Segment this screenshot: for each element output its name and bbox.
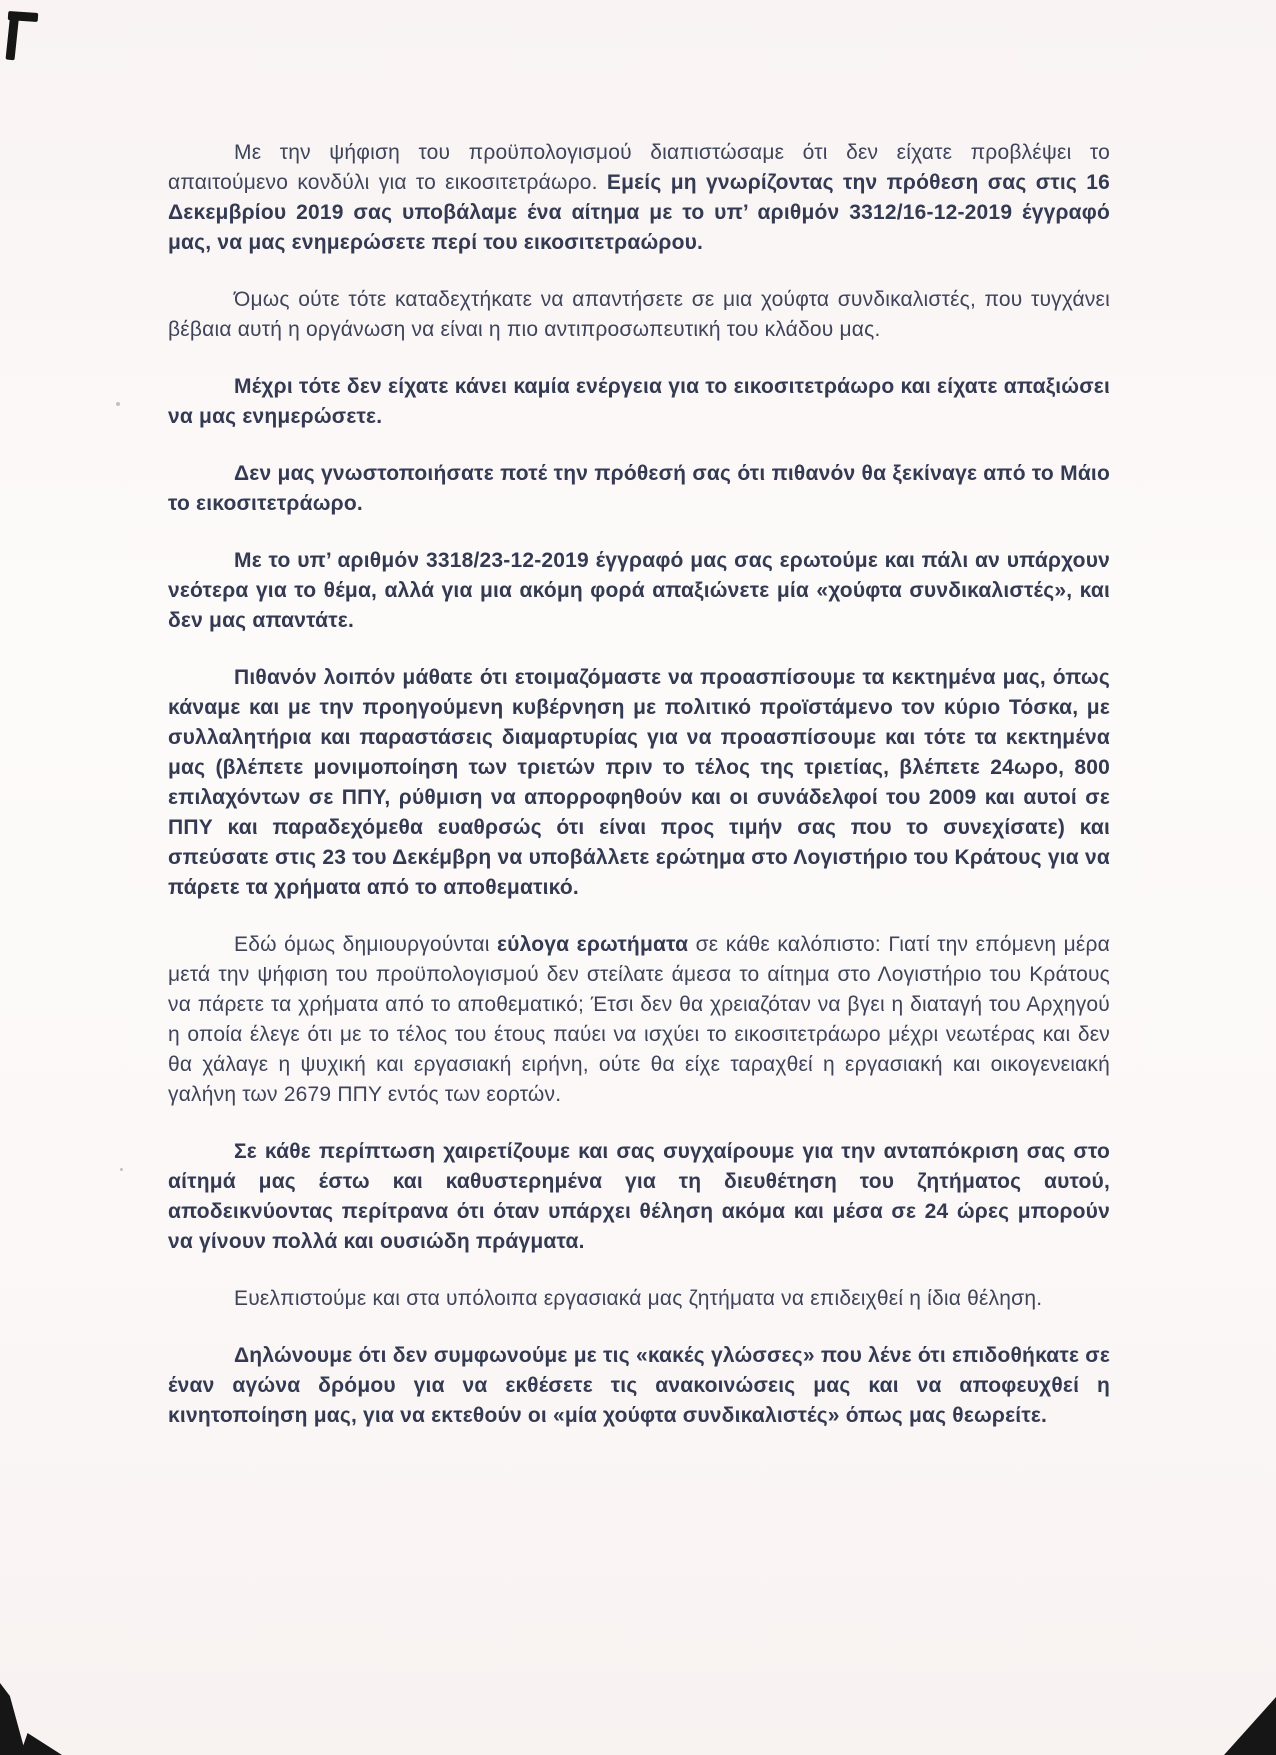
scan-speck bbox=[116, 402, 120, 406]
paragraph bbox=[168, 372, 1110, 432]
text-run: Δηλώνουμε ότι δεν συμφωνούμε με τις «κακές γλώσσες» που λένε ότι επιδοθήκατε σε έναν αγώνα δρόμου για να εκθέσετε τις ανακοινώσεις μας και να αποφευχθεί η κινητοποίηση μας, για να εκτεθούν οι «μία χούφτα συνδικαλιστές» όπως μας θεωρείτε. bbox=[168, 1344, 1110, 1427]
text-run: Σε κάθε περίπτωση χαιρετίζουμε και σας συγχαίρουμε για την ανταπόκριση σας στο αίτημά μας έστω και καθυστερημένα για τη διευθέτηση του ζητήματος αυτού, αποδεικνύοντας περίτρανα ότι όταν υπάρχει θέληση ακόμα και μέσα σε 24 ώρες μπορούν να γίνουν πολλά και ουσιώδη πράγματα. bbox=[168, 1140, 1110, 1253]
scan-artifact-bottom-left bbox=[20, 1733, 62, 1755]
paragraph bbox=[168, 285, 1110, 345]
text-run: Όμως ούτε τότε καταδεχτήκατε να απαντήσετε σε μια χούφτα συνδικαλιστές, που τυγχάνει βέβαια αυτή η οργάνωση να είναι η πιο αντιπροσωπευτική του κλάδου μας. bbox=[168, 288, 1110, 341]
paragraph bbox=[168, 1284, 1110, 1314]
text-run: εύλογα ερωτήματα bbox=[497, 933, 689, 956]
scan-speck bbox=[120, 1168, 123, 1171]
text-run: Δεν μας γνωστοποιήσατε ποτέ την πρόθεσή σας ότι πιθανόν θα ξεκίναγε από το Μάιο το εικοσιτετράωρο. bbox=[168, 462, 1110, 515]
paragraph bbox=[168, 1137, 1110, 1257]
text-run: Πιθανόν λοιπόν μάθατε ότι ετοιμαζόμαστε να προασπίσουμε τα κεκτημένα μας, όπως κάναμε και με την προηγούμενη κυβέρνηση με πολιτικό προϊστάμενο τον κύριο Τόσκα, με συλλαλητήρια και παραστάσεις διαμαρτυρίας για να προασπίσουμε και τότε τα κεκτημένα μας (βλέπετε μονιμοποίηση των τριετών πριν το τέλος της τριετίας, βλέπετε 24ωρο, 800 επιλαχόντων σε ΠΠΥ, ρύθμιση να απορροφηθούν και οι συνάδελφοί του 2009 και αυτοί σε ΠΠΥ και παραδεχόμεθα ευαθρσώς ότι είναι προς τιμήν σας που το συνεχίσατε) και σπεύσατε στις 23 του Δεκέμβρη να υποβάλλετε ερώτημα στο Λογιστήριο του Κράτους για να πάρετε τα χρήματα από το αποθεματικό. bbox=[168, 666, 1110, 899]
text-run: Εδώ όμως δημιουργούνται bbox=[234, 933, 498, 956]
paragraph bbox=[168, 663, 1110, 903]
text-run: Ευελπιστούμε και στα υπόλοιπα εργασιακά μας ζητήματα να επιδειχθεί η ίδια θέληση. bbox=[234, 1287, 1043, 1310]
text-run: Με το υπ’ αριθμόν 3318/23-12-2019 έγγραφό μας σας ερωτούμε και πάλι αν υπάρχουν νεότερα για το θέμα, αλλά για μια ακόμη φορά απαξιώνετε μία «χούφτα συνδικαλιστές», και δεν μας απαντάτε. bbox=[168, 549, 1110, 632]
text-run: σε κάθε καλόπιστο: Γιατί την επόμενη μέρα μετά την ψήφιση του προϋπολογισμού δεν στείλατε άμεσα το αίτημα στο Λογιστήριο του Κράτους να πάρετε τα χρήματα από το αποθεματικό; Έτσι δεν θα χρειαζόταν να βγει η διαταγή του Αρχηγού η οποία έλεγε ότι με το τέλος του έτους παύει να ισχύει το εικοσιτετράωρο μέχρι νεωτέρας και δεν θα χάλαγε η ψυχική και εργασιακή ειρήνη, ούτε θα είχε ταραχθεί η εργασιακή και οικογενειακή γαλήνη των 2679 ΠΠΥ εντός των εορτών. bbox=[168, 933, 1110, 1106]
document-body bbox=[168, 138, 1110, 1458]
text-run: Μέχρι τότε δεν είχατε κάνει καμία ενέργεια για το εικοσιτετράωρο και είχατε απαξιώσει να μας ενημερώσετε. bbox=[168, 375, 1110, 428]
paragraph bbox=[168, 138, 1110, 258]
paragraph bbox=[168, 546, 1110, 636]
text-run: Με την ψήφιση του προϋπολογισμού διαπιστώσαμε ότι δεν είχατε προβλέψει το απαιτούμενο κονδύλι για το εικοσιτετράωρο. bbox=[168, 141, 1110, 194]
scan-artifact-bottom-right bbox=[1224, 1697, 1276, 1755]
scan-artifact-bottom-left bbox=[0, 1683, 26, 1755]
paragraph bbox=[168, 459, 1110, 519]
paragraph bbox=[168, 1341, 1110, 1431]
text-run: Εμείς μη γνωρίζοντας την πρόθεση σας στις 16 Δεκεμβρίου 2019 σας υποβάλαμε ένα αίτημα με το υπ’ αριθμόν 3312/16-12-2019 έγγραφό μας, να μας ενημερώσετε περί του εικοσιτετραώρου. bbox=[168, 171, 1110, 254]
paragraph bbox=[168, 930, 1110, 1110]
